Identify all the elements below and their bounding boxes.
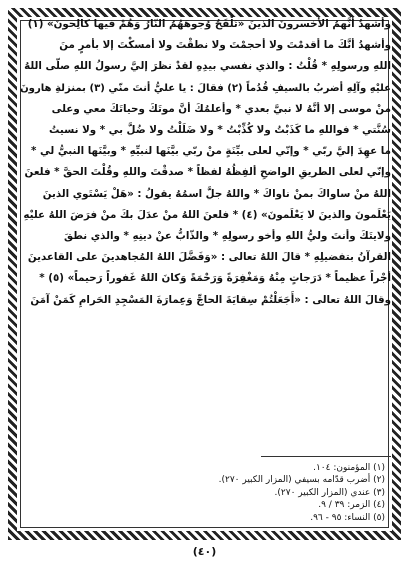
text-line: وقالَ اللهُ تعالى : «أَجَعَلْتُمْ سِقايَةَ الحاجِّ وَعِمارَةَ المَسْجِدِ الحَرامِ كَمَنْ آمَنَ bbox=[30, 293, 391, 306]
footnote: (٤) الزمر: ٣٩ / ٩. bbox=[318, 500, 385, 511]
footnote-divider bbox=[261, 456, 391, 457]
body-text bbox=[18, 14, 391, 311]
text-line: أجْراً عظيماً * دَرَجاتٍ مِنْهُ وَمَغْفِرَةً وَرَحْمَةً وَكانَ اللهُ غَفوراً رَحيماً» (٥) * bbox=[39, 272, 391, 285]
text-line: وأشهدُ أنَّهمُ الأخسرونَ الذينَ «تَلْفَحُ وُجوهَهُمُ النّارُ وَهُمْ فيها كالِحونَ» (١) bbox=[27, 18, 391, 30]
text-line: القرآنُ بتفضيلِهِ * قالَ اللهُ تعالى : «وَفَضَّلَ اللهُ المُجاهدينَ على القاعدينَ bbox=[27, 251, 391, 264]
text-line: اللهُ منْ ساواكَ بمنْ ناواكَ * واللهُ جلَّ اسمُهُ يقولُ : «هَلْ يَسْتَوي الذينَ bbox=[42, 187, 391, 200]
footnote: (١) المؤمنون: ١٠٤. bbox=[313, 463, 385, 473]
footnotes bbox=[185, 462, 385, 524]
text-line: ما عهِدَ إليَّ ربّي * وإنّي لعلى بيِّنَةٍ منْ ربّي بيَّنَها لنبيِّهِ * وبيَّنَها النبيُّ لي * bbox=[31, 145, 391, 158]
footnote: (٢) أضرب قدّامه بسيفي (المزار الكبير ٢٧٠). bbox=[218, 475, 385, 486]
text-line: منْ موسى إلا أنَّهُ لا نبيَّ بعدي * وأعلمُكَ أنَّ موتَكَ وحياتَكَ معي وعلى bbox=[51, 102, 391, 115]
text-line: اللهِ ورسولِهِ * قُلْتُ : والذي نفسي بيدِهِ لقدْ نظرَ إليَّ رسولُ اللهِ صلّى اللهُ bbox=[24, 60, 391, 73]
text-line: وإنّي لعلى الطريقِ الواضحِ ألفِظُهُ لفظاً * صدقْتَ واللهِ وقُلْتَ الحقَّ * فلعنَ bbox=[24, 166, 391, 179]
footnote: (٣) عندي (المزار الكبير ٢٧٠). bbox=[274, 487, 385, 498]
footnote: (٥) النساء: ٩٥ - ٩٦. bbox=[310, 512, 385, 523]
text-line: ولايتَكَ وأنتَ وليُّ اللهِ وأخو رسولِهِ * والذّابُّ عنْ دينِهِ * والذي نطقَ bbox=[63, 230, 391, 243]
text-line: سُنَّتي * فواللهِ ما كَذَبْتُ ولا كُذِّبْتُ * ولا ضَلَلْتُ ولا ضُلَّ بي * ولا نسيتُ bbox=[49, 124, 391, 137]
page-number: (٤٠) bbox=[192, 545, 217, 558]
text-line: يَعْلَمونَ والذينَ لا يَعْلَمونَ» (٤) * فلعنَ اللهُ منْ عدَلَ بكَ منْ فرَضَ اللهُ عليْهِ bbox=[23, 208, 391, 221]
text-line: وأشهدُ أنَّكَ ما أقدمْتَ ولا أحجمْتَ ولا نطقْتَ ولا أمسكْتَ إلا بأمرٍ منَ bbox=[59, 39, 391, 52]
text-line: عليْهِ وآلِهِ أضربُ بالسيفِ قُدُماً (٢) فقالَ : يا عليُّ أنتَ منّي (٣) بمنزلةِ هارونَ bbox=[20, 82, 391, 94]
